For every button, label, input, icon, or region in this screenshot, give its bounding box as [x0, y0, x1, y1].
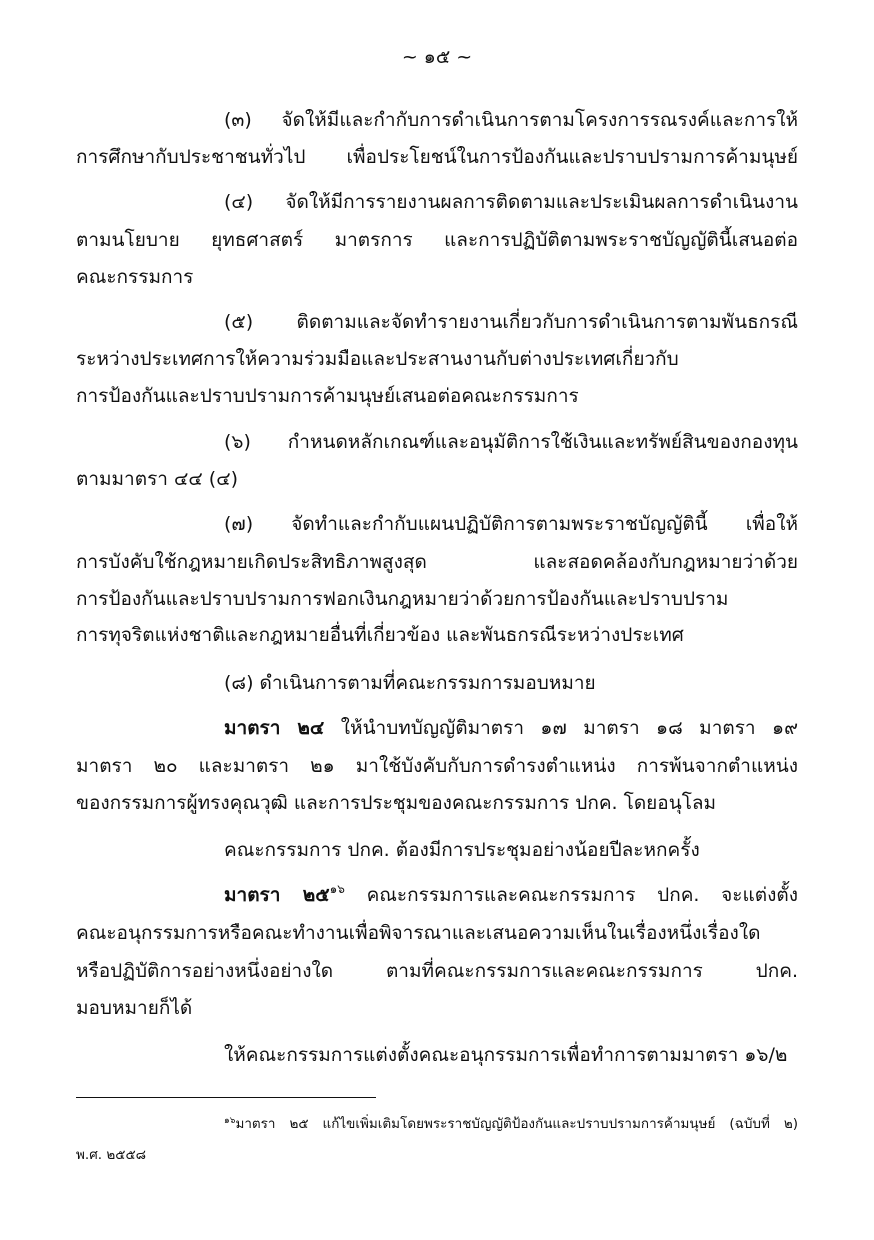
footnote-reference[interactable]: ๑๖: [329, 882, 345, 896]
footnote-line-1: [224, 1114, 798, 1134]
section-25-paragraph-2: ให้คณะกรรมการแต่งตั้งคณะอนุกรรมการเพื่อทำการตามมาตรา ๑๖/๒: [224, 1044, 788, 1066]
section-25-line-1: [224, 880, 798, 910]
section-24-line-2: มาตรา ๒๐ และมาตรา ๒๑ มาใช้บังคับกับการดำรงตำแหน่ง การพ้นจากตำแหน่ง: [76, 755, 798, 777]
section-25-line-1-text: คณะกรรมการและคณะกรรมการ ปกค. จะแต่งตั้ง: [366, 884, 798, 906]
paragraph-3-line-2: การศึกษากับประชาชนทั่วไป เพื่อประโยชน์ในการป้องกันและปราบปรามการค้ามนุษย์: [76, 146, 798, 168]
footnote-line-2: พ.ศ. ๒๕๕๘: [76, 1147, 147, 1163]
section-24-heading: มาตรา ๒๔: [224, 717, 325, 739]
footnote-mark: ๑๖: [224, 1116, 236, 1126]
paragraph-4-line-3: คณะกรรมการ: [76, 266, 194, 288]
section-24-line-3: ของกรรมการผู้ทรงคุณวุฒิ และการประชุมของคณะกรรมการ ปกค. โดยอนุโลม: [76, 792, 717, 814]
paragraph-7-line-2: การบังคับใช้กฎหมายเกิดประสิทธิภาพสูงสุด และสอดคล้องกับกฎหมายว่าด้วย: [76, 551, 798, 573]
footnote-divider: [76, 1097, 376, 1098]
section-24-paragraph-2: คณะกรรมการ ปกค. ต้องมีการประชุมอย่างน้อยปีละหกครั้ง: [224, 839, 700, 861]
paragraph-4-line-2: ตามนโยบาย ยุทธศาสตร์ มาตรการ และการปฏิบัติตามพระราชบัญญัตินี้เสนอต่อ: [76, 229, 798, 251]
paragraph-6-line-1: (๖) กำหนดหลักเกณฑ์และอนุมัติการใช้เงินและทรัพย์สินของกองทุน: [224, 431, 798, 453]
paragraph-8: (๘) ดำเนินการตามที่คณะกรรมการมอบหมาย: [224, 672, 596, 694]
paragraph-4-line-1: (๔) จัดให้มีการรายงานผลการติดตามและประเมินผลการดำเนินงาน: [224, 191, 798, 213]
section-25-line-3: หรือปฏิบัติการอย่างหนึ่งอย่างใด ตามที่คณะกรรมการและคณะกรรมการ ปกค.: [76, 960, 798, 982]
paragraph-7-line-4: การทุจริตแห่งชาติและกฎหมายอื่นที่เกี่ยวข้อง และพันธกรณีระหว่างประเทศ: [76, 624, 684, 646]
paragraph-7-line-1: (๗) จัดทำและกำกับแผนปฏิบัติการตามพระราชบัญญัตินี้ เพื่อให้: [224, 513, 798, 535]
page-number: ~ ๑๕ ~: [401, 46, 473, 68]
paragraph-6-line-2: ตามมาตรา ๔๔ (๔): [76, 468, 238, 490]
section-24-line-1: [224, 713, 798, 743]
paragraph-5-line-1: (๕) ติดตามและจัดทำรายงานเกี่ยวกับการดำเนินการตามพันธกรณี: [224, 311, 798, 333]
section-25-heading: มาตรา ๒๕: [224, 884, 330, 906]
paragraph-5-line-3: การป้องกันและปราบปรามการค้ามนุษย์เสนอต่อคณะกรรมการ: [76, 385, 579, 407]
section-25-line-2: คณะอนุกรรมการหรือคณะทำงานเพื่อพิจารณาและเสนอความเห็นในเรื่องหนึ่งเรื่องใด: [76, 922, 761, 944]
section-24-line-1-text: ให้นำบทบัญญัติมาตรา ๑๗ มาตรา ๑๘ มาตรา ๑๙: [340, 717, 798, 739]
footnote-line-1-text: มาตรา ๒๕ แก้ไขเพิ่มเติมโดยพระราชบัญญัติป้องกันและปราบปรามการค้ามนุษย์ (ฉบับที่ ๒): [235, 1116, 798, 1132]
paragraph-3-line-1: (๓) จัดให้มีและกำกับการดำเนินการตามโครงการรณรงค์และการให้: [224, 109, 798, 131]
paragraph-7-line-3: การป้องกันและปราบปรามการฟอกเงินกฎหมายว่าด้วยการป้องกันและปราบปราม: [76, 588, 729, 610]
paragraph-5-line-2: ระหว่างประเทศการให้ความร่วมมือและประสานงานกับต่างประเทศเกี่ยวกับ: [76, 348, 679, 370]
section-25-line-4: มอบหมายก็ได้: [76, 997, 193, 1019]
